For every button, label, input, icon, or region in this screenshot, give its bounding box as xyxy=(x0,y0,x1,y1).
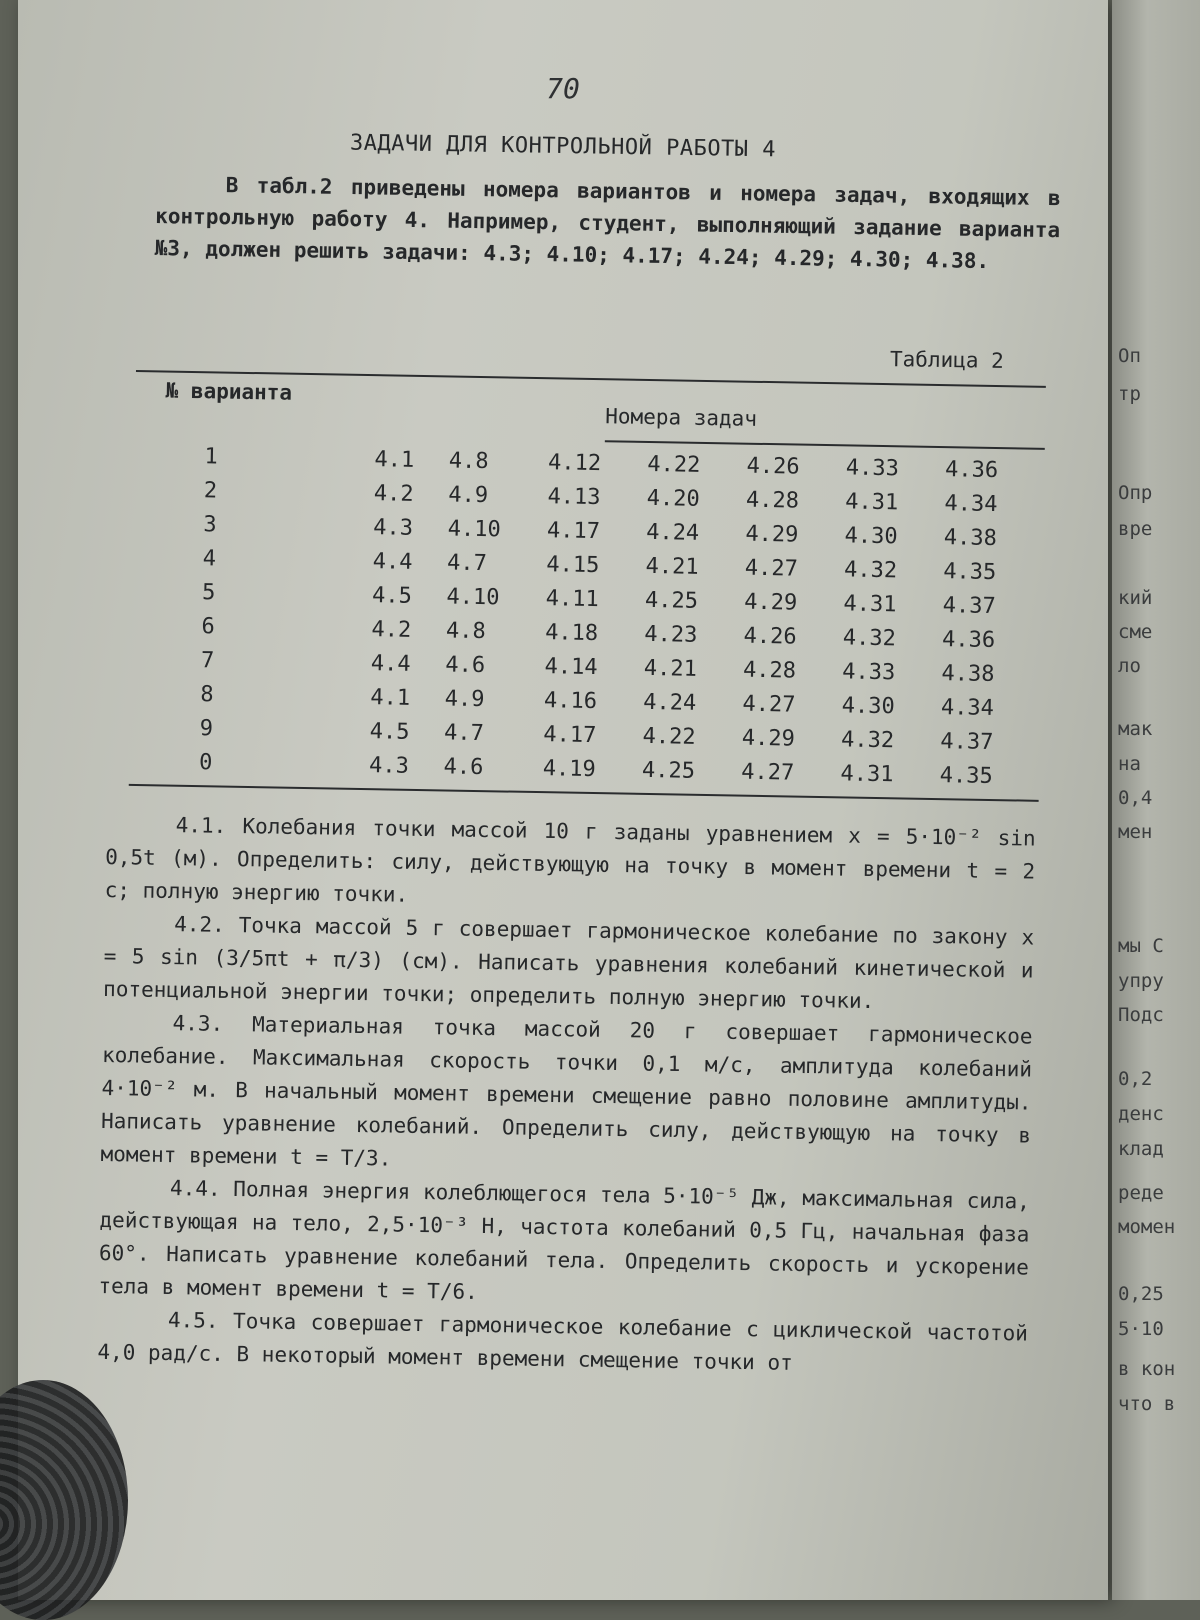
task-number: 4.26 xyxy=(746,453,800,480)
binder-ring xyxy=(0,1380,128,1620)
task-number: 4.3 xyxy=(368,752,410,779)
task-number: 4.18 xyxy=(544,619,599,646)
problem-paragraph xyxy=(100,1006,1032,1186)
task-number: 4.32 xyxy=(840,726,895,753)
task-number: 4.38 xyxy=(941,660,995,687)
task-number: 4.31 xyxy=(843,590,897,617)
intro-text: В табл.2 приведены номера вариантов и номера задач, входящих в контрольную работу 4. Например, студент, выполняющий задание варианта №3, должен решить задачи: 4.3; 4.10; 4.17; 4.24; 4.29; 4.30; 4.38. xyxy=(154,173,1061,274)
task-number: 4.15 xyxy=(546,551,600,578)
task-number: 4.9 xyxy=(444,685,485,712)
task-number: 4.12 xyxy=(547,449,602,476)
task-number: 4.3 xyxy=(373,514,414,541)
adjacent-page-fragment: Оп xyxy=(1118,345,1141,367)
problem-number: 4.4. xyxy=(169,1176,221,1201)
variant-number: 9 xyxy=(199,715,214,741)
adjacent-page-fragment: момен xyxy=(1118,1216,1176,1238)
task-number: 4.33 xyxy=(845,454,900,481)
table-label: Таблица 2 xyxy=(889,347,1004,373)
variant-number: 4 xyxy=(202,545,217,571)
task-number: 4.25 xyxy=(641,757,696,784)
header-tasks: Номера задач xyxy=(605,404,758,431)
variant-number: 2 xyxy=(203,477,218,503)
task-number: 4.6 xyxy=(443,753,484,780)
problem-text: Точка совершает гармоническое колебание с циклической частотой 4,0 рад/с. В некоторый момент времени смещение точки от xyxy=(97,1309,1029,1375)
adjacent-page-fragment: ло xyxy=(1118,655,1141,677)
task-number: 4.7 xyxy=(446,549,488,576)
task-number: 4.17 xyxy=(543,721,597,748)
problem-text: Полная энергия колеблющегося тела 5·10⁻⁵ Дж, максимальная сила, действующая на тело, 2,5·10⁻³ Н, частота колебаний 0,5 Гц, начальная фаза 60°. Написать уравнение колебаний тела. Определить скорость и ускорение тела в момент времени t = T/6. xyxy=(98,1177,1031,1304)
task-number: 4.29 xyxy=(741,725,796,752)
problem-text: Материальная точка массой 20 г совершает гармоническое колебание. Максимальная скорость точки 0,1 м/с, амплитуда колебаний 4·10⁻² м. В начальный момент времени смещение равно половине амплитуды. Написать уравнение колебаний. Определить силу, действующую на точку в момент времени t = T/3. xyxy=(100,1012,1033,1171)
problem-text: Точка массой 5 г совершает гармоническое колебание по закону x = 5 sin (3/5πt + π/3) (см). Написать уравнения колебаний кинетической и потенциальной энергии точки; определить полную энергию точки. xyxy=(102,913,1035,1014)
problem-paragraph xyxy=(98,1171,1030,1318)
adjacent-page-fragment: вре xyxy=(1118,518,1153,540)
task-number: 4.13 xyxy=(547,483,601,510)
task-number: 4.31 xyxy=(840,760,894,787)
adjacent-page-fragment: что в xyxy=(1118,1393,1176,1415)
adjacent-page-fragment: в кон xyxy=(1118,1358,1176,1380)
task-number: 4.32 xyxy=(842,624,897,651)
task-number: 4.4 xyxy=(370,650,411,677)
task-number: 4.10 xyxy=(447,515,501,542)
adjacent-page-fragment: Опр xyxy=(1118,482,1153,504)
task-number: 4.7 xyxy=(443,719,485,746)
adjacent-page-fragment: 0,4 xyxy=(1118,787,1153,809)
problems-list xyxy=(97,808,1036,1384)
task-number: 4.27 xyxy=(744,555,799,582)
task-number: 4.29 xyxy=(745,521,799,548)
task-number: 4.11 xyxy=(545,585,599,612)
adjacent-page-fragment: реде xyxy=(1118,1182,1164,1204)
task-number: 4.1 xyxy=(370,684,411,711)
adjacent-page-fragment: на xyxy=(1118,753,1141,775)
task-number: 4.19 xyxy=(542,755,597,782)
task-number: 4.21 xyxy=(645,553,699,580)
section-heading: ЗАДАЧИ ДЛЯ КОНТРОЛЬНОЙ РАБОТЫ 4 xyxy=(349,130,777,163)
task-number: 4.16 xyxy=(543,687,598,714)
table-body xyxy=(129,438,1045,794)
adjacent-page-fragment: тр xyxy=(1118,383,1141,405)
task-number: 4.36 xyxy=(941,626,996,653)
book-page xyxy=(18,0,1108,1600)
task-number: 4.37 xyxy=(942,592,996,619)
page-number: 70 xyxy=(546,72,580,105)
task-number: 4.29 xyxy=(744,589,798,616)
task-number: 4.4 xyxy=(372,548,413,575)
task-number: 4.30 xyxy=(841,692,895,719)
adjacent-page-fragment: Подс xyxy=(1118,1004,1164,1026)
adjacent-page-fragment: мак xyxy=(1118,718,1153,740)
task-number: 4.24 xyxy=(645,519,700,546)
task-number: 4.28 xyxy=(742,657,797,684)
task-number: 4.27 xyxy=(742,691,796,718)
problem-paragraph xyxy=(104,808,1035,922)
adjacent-page-fragment: кий xyxy=(1118,587,1153,609)
adjacent-page-fragment: мы С xyxy=(1118,935,1164,957)
task-number: 4.34 xyxy=(944,490,998,517)
task-number: 4.5 xyxy=(369,718,410,745)
adjacent-page-fragment: 5·10 xyxy=(1118,1318,1164,1340)
adjacent-page-fragment: денс xyxy=(1118,1103,1164,1125)
variant-number: 5 xyxy=(201,579,216,605)
problem-text: Колебания точки массой 10 г заданы уравнением x = 5·10⁻² sin 0,5t (м). Определить: силу, действующую на точку в момент времени t = 2 с; полную энергию точки. xyxy=(104,814,1036,907)
adjacent-page-fragment: клад xyxy=(1118,1138,1164,1160)
variant-number: 8 xyxy=(200,681,214,707)
task-number: 4.10 xyxy=(446,583,500,610)
variants-table xyxy=(129,370,1046,802)
task-number: 4.27 xyxy=(741,759,795,786)
problem-paragraph xyxy=(97,1303,1028,1384)
task-number: 4.32 xyxy=(843,556,898,583)
task-number: 4.2 xyxy=(371,616,412,643)
adjacent-page-fragment: 0,2 xyxy=(1118,1068,1153,1090)
adjacent-page-fragment: мен xyxy=(1118,821,1153,843)
task-number: 4.8 xyxy=(445,617,486,644)
problem-number: 4.1. xyxy=(175,813,227,838)
task-number: 4.8 xyxy=(448,447,489,474)
variant-number: 6 xyxy=(201,613,216,639)
task-number: 4.25 xyxy=(644,587,699,614)
variant-number: 3 xyxy=(203,511,217,537)
task-number: 4.20 xyxy=(646,485,700,512)
variant-number: 0 xyxy=(198,749,213,775)
problem-paragraph xyxy=(103,907,1034,1021)
task-number: 4.28 xyxy=(745,487,800,514)
header-variant: № варианта xyxy=(165,378,293,405)
task-number: 4.24 xyxy=(643,689,697,716)
task-number: 4.26 xyxy=(743,623,797,650)
task-number: 4.23 xyxy=(644,621,698,648)
task-number: 4.17 xyxy=(546,517,601,544)
intro-paragraph xyxy=(154,168,1060,278)
task-number: 4.1 xyxy=(374,446,415,473)
variant-number: 7 xyxy=(200,647,215,673)
task-number: 4.22 xyxy=(642,723,696,750)
task-number: 4.34 xyxy=(940,694,995,721)
variant-number: 1 xyxy=(204,443,218,469)
task-number: 4.33 xyxy=(842,658,896,685)
problem-number: 4.3. xyxy=(172,1011,224,1036)
adjacent-page-fragment: упру xyxy=(1118,970,1164,992)
task-number: 4.2 xyxy=(373,480,414,507)
task-number: 4.35 xyxy=(943,558,997,585)
task-number: 4.30 xyxy=(844,522,898,549)
task-number: 4.31 xyxy=(845,488,899,515)
task-number: 4.21 xyxy=(643,655,698,682)
task-number: 4.14 xyxy=(544,653,598,680)
task-number: 4.35 xyxy=(939,762,993,789)
task-number: 4.5 xyxy=(371,582,413,609)
task-number: 4.37 xyxy=(940,728,994,755)
problem-number: 4.2. xyxy=(173,912,225,937)
adjacent-page xyxy=(1112,0,1200,1600)
task-number: 4.6 xyxy=(445,651,486,678)
task-number: 4.22 xyxy=(647,451,701,478)
adjacent-page-fragment: 0,25 xyxy=(1118,1283,1164,1305)
task-number: 4.9 xyxy=(448,481,489,508)
problem-number: 4.5. xyxy=(167,1308,219,1333)
task-number: 4.38 xyxy=(943,524,998,551)
task-number: 4.36 xyxy=(944,456,999,483)
adjacent-page-fragment: сме xyxy=(1118,621,1153,643)
